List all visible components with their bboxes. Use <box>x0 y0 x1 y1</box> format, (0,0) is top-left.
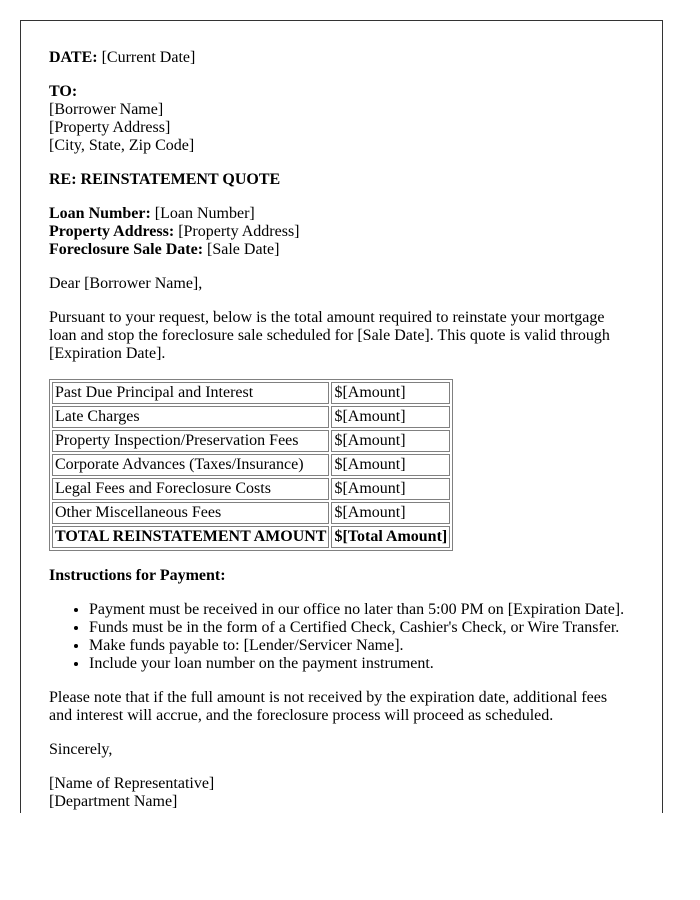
subject-line: RE: REINSTATEMENT QUOTE <box>49 171 281 188</box>
loan-details: Loan Number: [Loan Number] Property Address: [Property Address] Foreclosure Sale Date: [Sale Date] <box>49 205 300 258</box>
fee-amount: $[Amount] <box>331 382 450 404</box>
total-label: TOTAL REINSTATEMENT AMOUNT <box>52 526 329 548</box>
instructions-heading: Instructions for Payment: <box>49 567 226 584</box>
list-item: • Make funds payable to: [Lender/Servicer Name]. <box>89 637 634 655</box>
reinstatement-table <box>49 379 453 551</box>
fee-item: Corporate Advances (Taxes/Insurance) <box>52 454 329 476</box>
fee-amount: $[Amount] <box>331 478 450 500</box>
table-row <box>52 454 450 476</box>
table-row <box>52 430 450 452</box>
list-item: • Include your loan number on the payment instrument. <box>89 655 634 673</box>
list-item: • Payment must be received in our office no later than 5:00 PM on [Expiration Date]. <box>89 601 634 619</box>
fee-item: Property Inspection/Preservation Fees <box>52 430 329 452</box>
recipient-name: [Borrower Name] <box>49 101 164 118</box>
table-row <box>52 502 450 524</box>
department-name: [Department Name] <box>49 793 178 810</box>
fee-item: Late Charges <box>52 406 329 428</box>
intro-paragraph: Pursuant to your request, below is the total amount required to reinstate your mortgage loan and stop the foreclosure sale scheduled for [Sale Date]. This quote is valid through [Expiration Date]. <box>49 309 610 362</box>
representative-name: [Name of Representative] <box>49 775 215 792</box>
fee-item: Past Due Principal and Interest <box>52 382 329 404</box>
fee-item: Legal Fees and Foreclosure Costs <box>52 478 329 500</box>
instructions-list <box>49 601 634 673</box>
recipient-block: TO: [Borrower Name] [Property Address] [City, State, Zip Code] <box>49 83 195 154</box>
note-paragraph: Please note that if the full amount is not received by the expiration date, additional fees and interest will accrue, and the foreclosure process will proceed as scheduled. <box>49 689 608 724</box>
total-row <box>52 526 450 548</box>
date-value: [Current Date] <box>101 49 196 66</box>
signature-block <box>49 775 634 811</box>
date-line: DATE: [Current Date] <box>49 49 196 66</box>
table-row <box>52 478 450 500</box>
list-item: • Funds must be in the form of a Certified Check, Cashier's Check, or Wire Transfer. <box>89 619 634 637</box>
fee-item: Other Miscellaneous Fees <box>52 502 329 524</box>
salutation: Dear [Borrower Name], <box>49 275 203 292</box>
letter-page <box>20 20 663 813</box>
fee-amount: $[Amount] <box>331 454 450 476</box>
fee-amount: $[Amount] <box>331 430 450 452</box>
table-row <box>52 406 450 428</box>
recipient-address: [Property Address] <box>49 119 171 136</box>
closing: Sincerely, <box>49 741 113 758</box>
total-amount: $[Total Amount] <box>331 526 450 548</box>
fee-amount: $[Amount] <box>331 406 450 428</box>
table-row <box>52 382 450 404</box>
fee-amount: $[Amount] <box>331 502 450 524</box>
recipient-city: [City, State, Zip Code] <box>49 137 195 154</box>
